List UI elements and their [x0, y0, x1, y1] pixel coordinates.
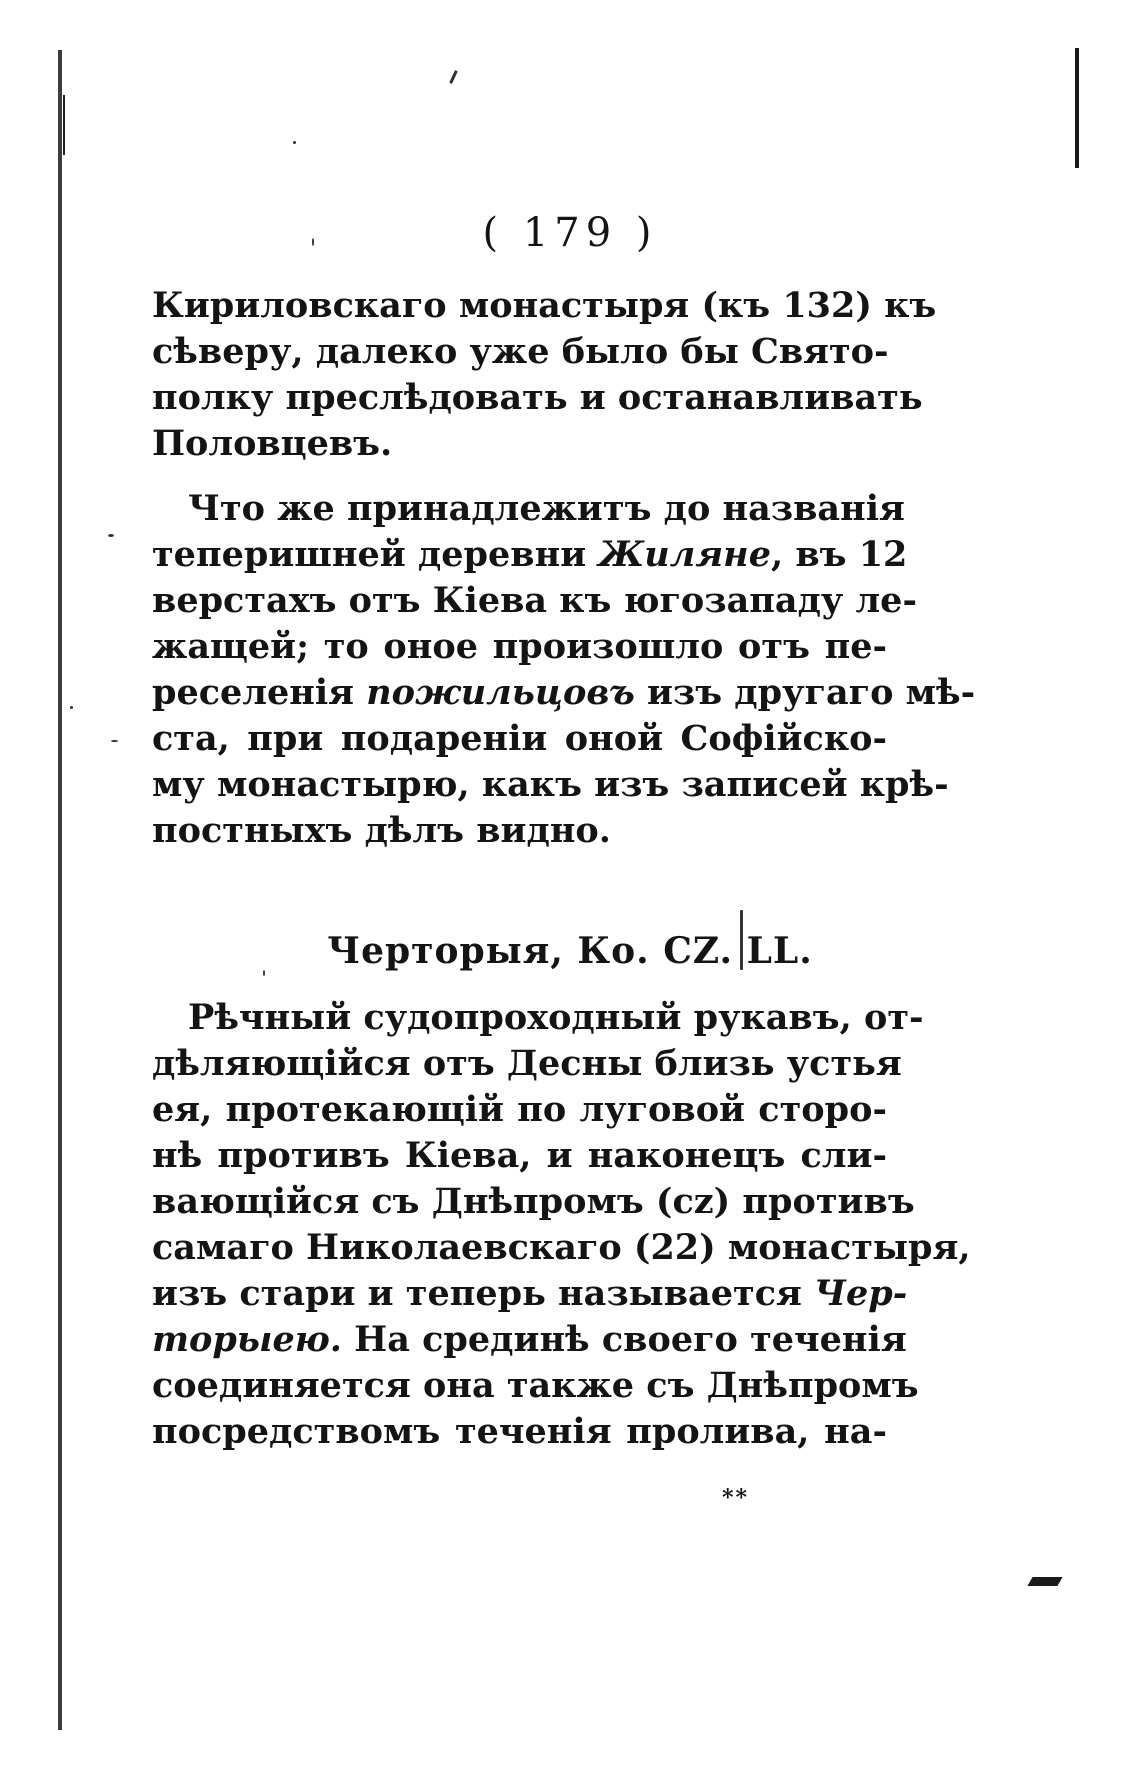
scan-edge-left-mark — [63, 95, 65, 155]
text-line: Рѣчный судопроходный рукавъ, от- — [188, 997, 924, 1038]
page-number: ( 179 ) — [482, 210, 658, 256]
text-line: теперишней деревни Жиляне, въ 12 — [152, 534, 908, 575]
scan-edge-right — [1075, 48, 1079, 168]
scan-edge-right-mark — [1027, 1577, 1062, 1586]
text-line: Половцевъ. — [152, 423, 393, 464]
text-line: сѣверу, далеко уже было бы Свято- — [152, 331, 889, 372]
scan-speck — [111, 740, 118, 742]
text-line: верстахъ отъ Кіева къ югозападу ле- — [152, 580, 917, 621]
italic-term: Чер- — [814, 1273, 908, 1314]
italic-term: пожильцовъ — [366, 672, 635, 713]
paragraph-1 — [152, 283, 937, 467]
text-line: вающійся съ Днѣпромъ (cz) противъ — [152, 1181, 915, 1222]
text-line: дѣляющійся отъ Десны близь устья — [152, 1043, 902, 1084]
text-line: Что же принадлежитъ до названія — [188, 488, 905, 529]
paragraph-3 — [152, 995, 971, 1455]
text-line: Кириловскаго монастыря (къ 132) къ — [152, 285, 937, 326]
text-line: соединяется она также съ Днѣпромъ — [152, 1365, 919, 1406]
text-line: реселенія пожильцовъ изъ другаго мѣ- — [152, 672, 976, 713]
text-line: самаго Николаевскаго (22) монастыря, — [152, 1227, 971, 1268]
printer-signature-mark: ** — [722, 1485, 750, 1511]
text-line: торыею. На срединѣ своего теченія — [152, 1319, 907, 1360]
village-name: Жиляне — [598, 534, 771, 575]
text-line: му монастырю, какъ изъ записей крѣ- — [152, 764, 949, 805]
scan-speck — [449, 70, 458, 84]
scan-speck — [108, 534, 114, 537]
paragraph-2 — [152, 486, 976, 854]
text-line: постныхъ дѣлъ видно. — [152, 810, 611, 851]
text-line: посредствомъ теченія пролива, на- — [152, 1411, 887, 1452]
scan-speck — [293, 141, 296, 144]
text-line: ея, протекающій по луговой сторо- — [152, 1089, 887, 1130]
text-line: ста, при подареніи оной Софійско- — [152, 718, 887, 759]
text-line: полку преслѣдовать и останавливать — [152, 377, 923, 418]
text-line: жащей; то оное произошло отъ пе- — [152, 626, 887, 667]
text-line: изъ стари и теперь называется Чер- — [152, 1273, 908, 1314]
text-line: нѣ противъ Кіева, и наконецъ сли- — [152, 1135, 887, 1176]
italic-term: торыею. — [152, 1319, 342, 1360]
scan-speck — [70, 706, 73, 709]
scan-edge-left — [58, 50, 62, 1730]
section-heading: Черторыя, Ко. CZ. LL. — [327, 930, 813, 972]
